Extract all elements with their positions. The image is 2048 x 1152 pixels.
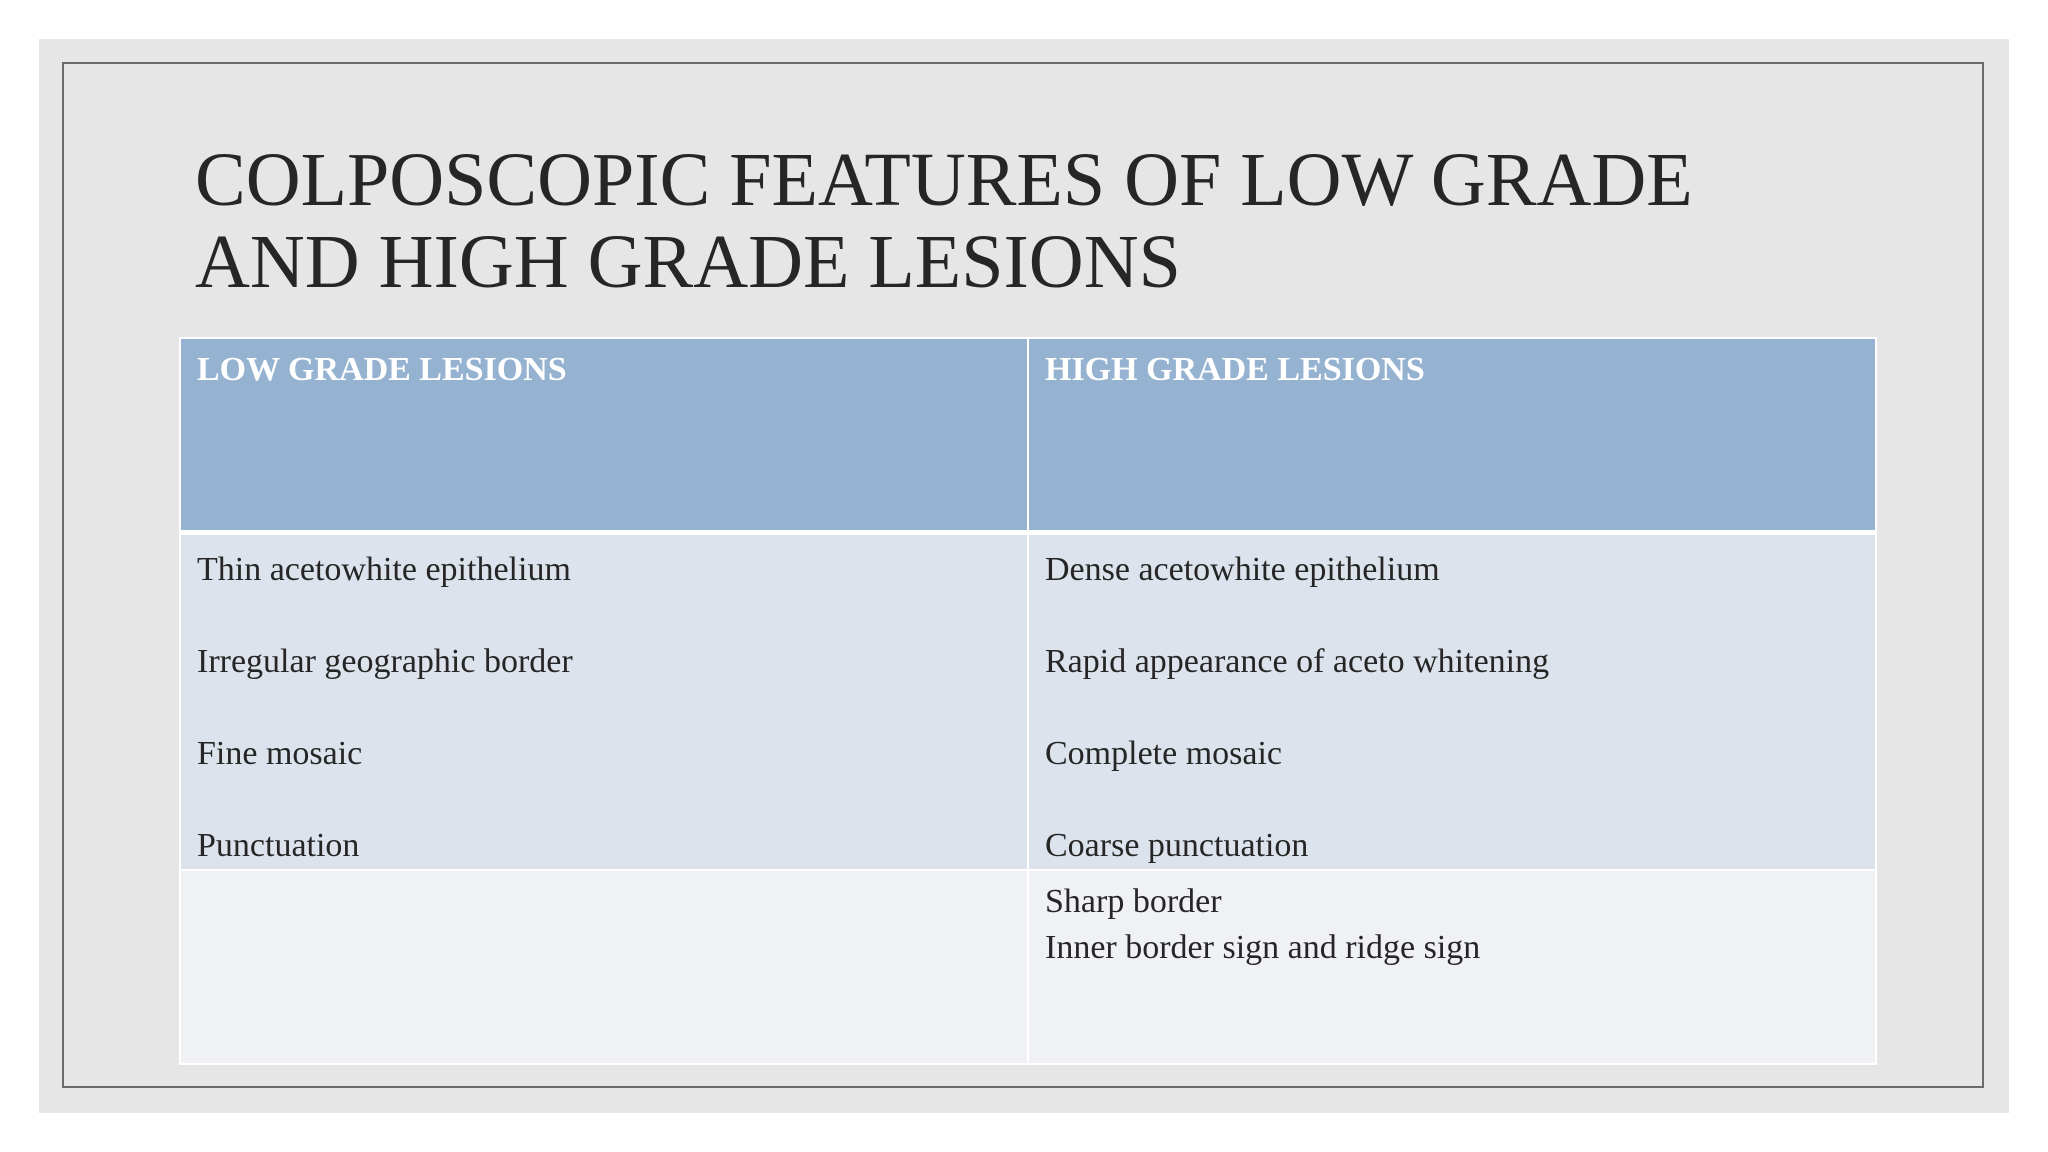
title-line-2: AND HIGH GRADE LESIONS: [195, 220, 1181, 304]
lesions-comparison-table: [179, 337, 1877, 1065]
high-grade-extra-feature: Inner border sign and ridge sign: [1045, 928, 1481, 966]
table-row: [180, 870, 1876, 1064]
header-low-grade: LOW GRADE LESIONS: [180, 338, 1028, 532]
low-grade-features-cell: [180, 532, 1028, 870]
high-grade-extra-feature: Sharp border: [1045, 882, 1222, 920]
table-header-row: [180, 338, 1876, 532]
high-grade-feature: Coarse punctuation: [1045, 826, 1309, 864]
table-row: [180, 532, 1876, 870]
low-grade-feature: Irregular geographic border: [197, 642, 573, 680]
high-grade-extra-cell: [1028, 870, 1876, 1064]
low-grade-feature: Thin acetowhite epithelium: [197, 550, 571, 588]
high-grade-features-cell: [1028, 532, 1876, 870]
title-line-1: COLPOSCOPIC FEATURES OF LOW GRADE: [195, 138, 1693, 222]
high-grade-feature: Rapid appearance of aceto whitening: [1045, 642, 1550, 680]
high-grade-feature: Dense acetowhite epithelium: [1045, 550, 1440, 588]
high-grade-feature: Complete mosaic: [1045, 734, 1283, 772]
header-high-grade: HIGH GRADE LESIONS: [1028, 338, 1876, 532]
slide-title: [195, 139, 1895, 303]
low-grade-feature: Fine mosaic: [197, 734, 363, 772]
low-grade-extra-cell: [180, 870, 1028, 1064]
slide: [39, 39, 2009, 1113]
low-grade-feature: Punctuation: [197, 826, 360, 864]
